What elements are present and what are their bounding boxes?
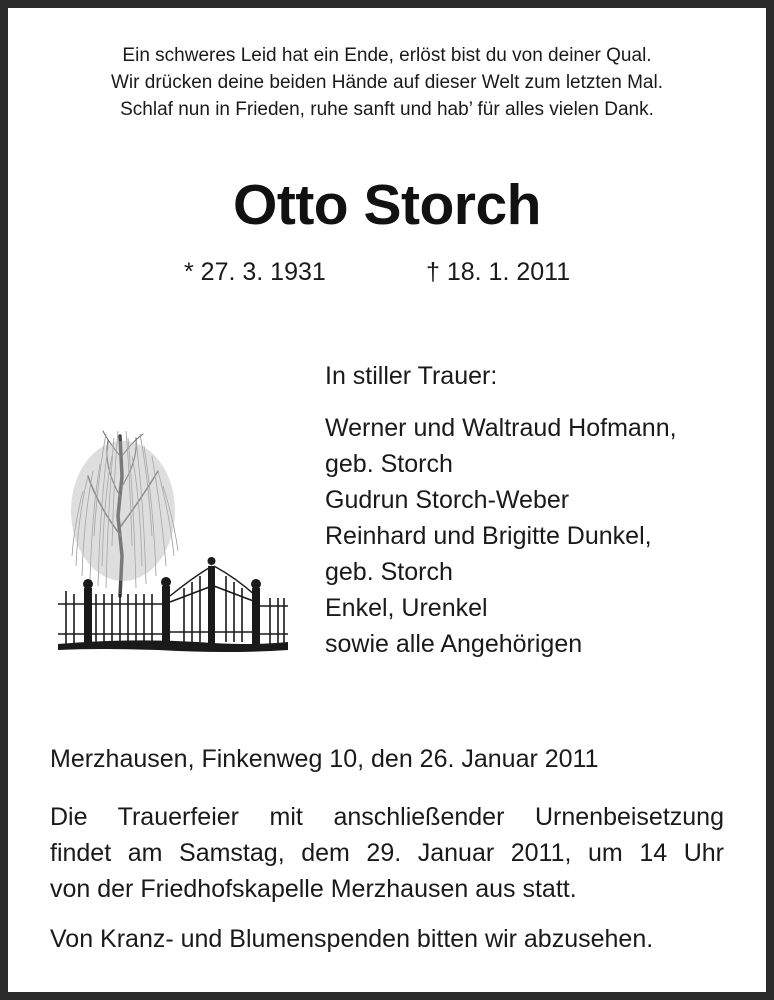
deceased-name: Otto Storch [233, 173, 541, 237]
mourner-line: geb. Storch [325, 450, 453, 478]
willow-tree-and-gate-icon [48, 416, 288, 656]
ceremony-line: Die Trauerfeier mit anschließender Urnenbeisetzung [50, 803, 724, 831]
verse-line: Ein schweres Leid hat ein Ende, erlöst bist du von deiner Qual. [122, 45, 652, 66]
birth-date: * 27. 3. 1931 [184, 258, 326, 286]
verse-line: Schlaf nun in Frieden, ruhe sanft und hab’ für alles vielen Dank. [120, 99, 654, 120]
verse [8, 42, 766, 123]
mourners-heading: In stiller Trauer: [325, 362, 498, 390]
death-date: † 18. 1. 2011 [426, 258, 571, 286]
ceremony-notice [50, 799, 724, 907]
place-and-date: Merzhausen, Finkenweg 10, den 26. Januar 2011 [50, 745, 599, 773]
mourner-line: Enkel, Urenkel [325, 594, 488, 622]
ceremony-line: von der Friedhofskapelle Merzhausen aus statt. [50, 875, 577, 903]
flower-request: Von Kranz- und Blumenspenden bitten wir abzusehen. [50, 925, 654, 953]
obituary-card [8, 8, 766, 992]
mourners-block [325, 358, 677, 662]
ceremony-line: findet am Samstag, dem 29. Januar 2011, um 14 Uhr [50, 839, 724, 867]
mourner-line: Reinhard und Brigitte Dunkel, [325, 522, 652, 550]
mourner-line: sowie alle Angehörigen [325, 630, 583, 658]
mourner-line: Werner und Waltraud Hofmann, [325, 414, 677, 442]
mourner-line: geb. Storch [325, 558, 453, 586]
mourner-line: Gudrun Storch-Weber [325, 486, 570, 514]
verse-line: Wir drücken deine beiden Hände auf dieser Welt zum letzten Mal. [111, 72, 663, 93]
